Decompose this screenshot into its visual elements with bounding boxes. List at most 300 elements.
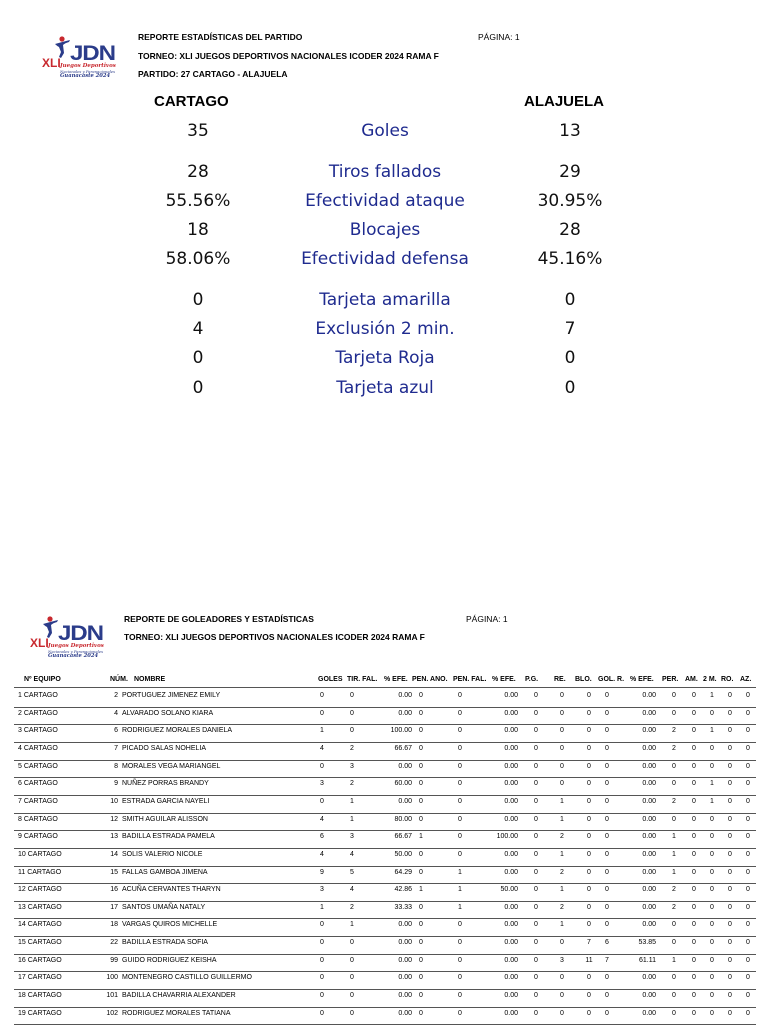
table-cell: 0 [419,992,423,1000]
scorers-report-page: PÁGINA: 1 [466,614,508,624]
table-cell: 33.33 [394,903,412,911]
table-cell: 0.00 [504,956,518,964]
column-header: 2 M. [703,676,717,683]
table-cell: ACUÑA CERVANTES THARYN [122,886,221,894]
table-cell: 15 [110,868,118,876]
table-cell: 0 [560,727,564,735]
table-cell: 0 [534,992,538,1000]
table-cell: 0 [605,992,609,1000]
table-cell: 0.00 [504,709,518,717]
table-cell: 64.29 [394,868,412,876]
header-divider [14,687,756,688]
table-cell: 0 [320,692,324,699]
table-cell: 0 [534,1009,538,1017]
table-cell: 0 [692,903,696,911]
table-cell: 0 [672,780,676,788]
table-cell: 11 [585,956,593,964]
stat-row-tarjeta-amarilla [0,290,768,316]
column-header: GOL. R. [598,676,625,683]
column-header: % EFE. [630,676,654,683]
table-cell: 0 [605,815,609,823]
column-header: AM. [685,676,698,683]
table-cell: 0 [672,921,676,929]
logo-line-3: Guanacaste 2024 [60,73,111,79]
table-cell: 0 [710,956,714,964]
table-cell: 0 [605,921,609,929]
stat-label: Blocajes [349,220,421,240]
table-cell: 0.00 [642,815,656,823]
table-cell: 0.00 [642,744,656,752]
table-cell: 0 [746,921,750,929]
table-row [14,689,756,708]
team-left-name: CARTAGO [154,93,229,110]
table-cell: 50.00 [500,886,518,894]
table-cell: 0.00 [398,956,412,964]
table-cell: 1 [672,956,676,964]
table-cell: 0.00 [642,974,656,982]
table-cell: 66.67 [394,744,412,752]
table-cell: 0 [534,956,538,964]
table-cell: 0.00 [398,992,412,1000]
column-header: RE. [554,676,566,683]
table-cell: 0 [746,903,750,911]
table-cell: 0 [692,815,696,823]
table-cell: 0 [320,709,324,717]
table-cell: 0 [587,727,591,735]
logo-roman-numeral: XLI [30,636,49,650]
table-cell: 0 [605,762,609,770]
table-cell: 3 [320,780,324,788]
table-cell: 7 CARTAGO [18,797,58,805]
stat-row-efectividad-ataque [0,191,768,217]
table-cell: 1 [419,833,423,841]
table-cell: 12 [110,815,118,823]
table-cell: 60.00 [394,780,412,788]
logo-wordmark: JDN [70,42,115,65]
event-logo-secondary [28,616,112,658]
table-cell: 0 [534,833,538,841]
stat-row-tiros-fallados [0,162,768,188]
stat-row-tarjeta-azul [0,378,768,404]
table-cell: 0 [458,992,462,1000]
table-cell: 0 [692,992,696,1000]
table-cell: 1 [320,727,324,735]
table-cell: 0 [419,797,423,805]
table-cell: MONTENEGRO CASTILLO GUILLERMO [122,974,252,982]
table-cell: 0 [710,921,714,929]
column-header: % EFE. [384,676,408,683]
table-cell: 0 [728,1009,732,1017]
table-cell: 17 [110,903,118,911]
table-cell: 0.00 [642,992,656,1000]
stat-left-value: 55.56% [165,191,231,211]
table-cell: 0 [746,692,750,699]
table-cell: 0 [746,850,750,858]
table-cell: 0 [419,850,423,858]
table-cell: 1 [560,797,564,805]
table-cell: 0 [534,939,538,947]
table-cell: 0 [710,992,714,1000]
table-cell: 0.00 [398,692,412,699]
table-cell: 5 [350,868,354,876]
table-cell: 0 [587,833,591,841]
table-cell: 17 CARTAGO [18,974,62,982]
column-header: PEN. FAL. [453,676,487,683]
table-cell: 0.00 [642,780,656,788]
table-cell: 0.00 [398,762,412,770]
table-cell: 0 [560,1009,564,1017]
table-row [14,971,756,990]
table-cell: 42.86 [394,886,412,894]
table-cell: 0 [605,903,609,911]
stat-right-value: 13 [559,121,581,141]
table-cell: 0 [419,815,423,823]
table-cell: 0.00 [504,850,518,858]
table-cell: 0 [605,709,609,717]
table-row [14,724,756,743]
event-logo [40,36,124,78]
table-cell: 1 [710,727,714,735]
table-cell: 0 [320,992,324,1000]
table-row [14,830,756,849]
table-cell: 0 [587,692,591,699]
stat-label: Efectividad defensa [301,249,469,269]
table-cell: 2 [350,903,354,911]
table-cell: 0 [534,921,538,929]
table-row [14,813,756,832]
table-cell: 0 [710,833,714,841]
table-cell: 0 [320,939,324,947]
logo-line-1: Juegos Deportivos [48,643,104,649]
table-cell: 0 [587,744,591,752]
table-row [14,777,756,796]
table-cell: 0 [350,974,354,982]
table-cell: 1 [350,797,354,805]
table-cell: 0 [605,850,609,858]
table-cell: 0 [710,762,714,770]
column-header: NOMBRE [134,676,166,683]
table-cell: 0 [692,921,696,929]
table-cell: 0 [419,780,423,788]
table-cell: 2 CARTAGO [18,709,58,717]
table-cell: 0 [320,797,324,805]
stat-left-value: 35 [187,121,209,141]
table-cell: 0 [728,903,732,911]
table-cell: 0 [534,709,538,717]
table-cell: 0 [560,780,564,788]
column-header: RO. [721,676,734,683]
table-cell: 0 [692,797,696,805]
table-cell: 0 [728,956,732,964]
table-cell: 0 [587,921,591,929]
stat-label: Goles [361,121,409,141]
table-cell: 14 CARTAGO [18,921,62,929]
table-cell: 0.00 [504,797,518,805]
stat-right-value: 0 [564,290,576,310]
stat-left-value: 0 [192,290,204,310]
table-cell: 0 [458,939,462,947]
table-cell: ESTRADA GARCIA NAYELI [122,797,210,805]
table-cell: 0 [605,833,609,841]
table-cell: 0 [350,1009,354,1017]
table-cell: 6 [114,727,118,735]
table-cell: 0 [458,974,462,982]
table-cell: 1 [672,833,676,841]
table-cell: 7 [587,939,591,947]
table-cell: 0 [728,709,732,717]
table-cell: 0 [746,780,750,788]
stat-row-tarjeta-roja [0,348,768,374]
table-cell: 0.00 [398,1009,412,1017]
column-header: BLO. [575,676,592,683]
table-cell: VARGAS QUIROS MICHELLE [122,921,218,929]
table-cell: 0 [746,797,750,805]
table-row [14,795,756,814]
table-cell: 0 [534,797,538,805]
table-cell: 0 [458,815,462,823]
table-cell: 0 [458,921,462,929]
table-cell: 0 [692,939,696,947]
table-cell: 0 [672,692,676,699]
table-cell: 0 [672,709,676,717]
table-cell: 66.67 [394,833,412,841]
table-cell: 0.00 [504,974,518,982]
table-cell: 0 [458,1009,462,1017]
stat-row-goles [0,121,768,147]
table-cell: 2 [560,903,564,911]
column-header: Nº EQUIPO [24,676,61,683]
table-cell: 0 [458,850,462,858]
table-cell: 0 [746,833,750,841]
table-cell: 2 [672,797,676,805]
table-cell: 0 [419,956,423,964]
table-cell: 0 [605,974,609,982]
stat-label: Exclusión 2 min. [315,319,455,339]
table-cell: PICADO SALAS NOHELIA [122,744,207,752]
stat-left-value: 28 [187,162,209,182]
table-cell: 0 [350,956,354,964]
table-cell: 0 [746,762,750,770]
table-cell: 0 [458,797,462,805]
table-cell: GUIDO RODRIGUEZ KEISHA [122,956,217,964]
table-cell: 0 [560,974,564,982]
table-cell: 0 [534,762,538,770]
table-cell: 2 [350,744,354,752]
stat-left-value: 18 [187,220,209,240]
stat-label: Tarjeta amarilla [319,290,451,310]
table-cell: 1 [560,850,564,858]
table-cell: 0 [710,709,714,717]
table-cell: 6 [605,939,609,947]
table-cell: 0.00 [504,692,518,699]
table-cell: 0.00 [642,868,656,876]
stat-row-efectividad-defensa [0,249,768,275]
stat-left-value: 58.06% [165,249,231,269]
table-cell: 0.00 [398,974,412,982]
table-cell: 1 [710,692,714,699]
table-cell: 61.11 [639,956,656,964]
column-header: PER. [662,676,679,683]
table-cell: 0 [350,727,354,735]
table-cell: 0.00 [504,921,518,929]
table-cell: 0 [710,974,714,982]
table-cell: SANTOS UMAÑA NATALY [122,903,206,911]
table-cell: 0 [746,868,750,876]
table-cell: 0 [534,744,538,752]
table-cell: 9 CARTAGO [18,833,58,841]
table-cell: 0 [672,762,676,770]
table-cell: 0 [746,727,750,735]
table-cell: BADILLA CHAVARRIA ALEXANDER [122,992,236,1000]
table-row [14,1007,756,1025]
table-row [14,954,756,973]
stat-right-value: 0 [564,348,576,368]
table-cell: 0 [534,780,538,788]
table-cell: 0 [692,744,696,752]
table-cell: 4 [320,744,324,752]
table-cell: 0 [672,939,676,947]
table-cell: 0 [692,886,696,894]
table-cell: 0 [692,1009,696,1017]
table-cell: 4 [114,709,118,717]
team-right-name: ALAJUELA [524,93,605,110]
table-cell: 13 [110,833,118,841]
table-cell: 0 [692,762,696,770]
table-cell: 13 CARTAGO [18,903,62,911]
table-cell: 0 [692,850,696,858]
table-cell: 53.85 [638,939,656,947]
table-cell: 0 [419,903,423,911]
table-cell: 0 [746,815,750,823]
table-cell: 100.00 [390,727,412,735]
logo-roman-numeral: XLI [42,56,61,70]
table-cell: 0 [587,780,591,788]
table-cell: 0 [710,886,714,894]
table-cell: 0 [746,744,750,752]
table-cell: 0 [692,956,696,964]
table-cell: 0 [587,974,591,982]
table-row [14,760,756,779]
column-header: PEN. ANO. [412,676,448,683]
table-cell: 0 [458,780,462,788]
table-cell: 2 [350,780,354,788]
table-cell: 0 [419,692,423,699]
table-cell: 0 [692,709,696,717]
table-cell: 0 [605,797,609,805]
table-cell: 0 [746,992,750,1000]
table-cell: 1 [458,868,462,876]
table-cell: 4 [320,850,324,858]
table-cell: 1 [672,850,676,858]
stat-row-exclusion-2-min [0,319,768,345]
table-cell: 0.00 [642,797,656,805]
table-cell: 0 [672,974,676,982]
table-cell: 0.00 [642,903,656,911]
table-cell: 0 [419,744,423,752]
table-cell: 0 [692,780,696,788]
column-header: TIR. FAL. [347,676,378,683]
table-cell: 0.00 [398,921,412,929]
scorers-report-tournament: TORNEO: XLI JUEGOS DEPORTIVOS NACIONALES ICODER 2024 RAMA F [124,632,425,642]
table-cell: 101 [106,992,118,1000]
table-cell: 3 [350,833,354,841]
table-cell: 4 [350,886,354,894]
table-cell: 0 [710,1009,714,1017]
table-cell: 0.00 [504,868,518,876]
table-cell: 0 [419,921,423,929]
table-cell: 3 [560,956,564,964]
table-cell: 0 [419,939,423,947]
table-cell: 0 [560,692,564,699]
table-cell: 0 [728,992,732,1000]
table-cell: 0.00 [642,850,656,858]
table-cell: 0 [458,727,462,735]
table-cell: 0 [728,815,732,823]
table-cell: 0 [534,815,538,823]
table-cell: 2 [560,833,564,841]
table-cell: 4 CARTAGO [18,744,58,752]
table-row [14,901,756,920]
table-cell: 0 [458,692,462,699]
table-cell: 2 [560,868,564,876]
table-cell: 19 CARTAGO [18,1009,62,1017]
stat-right-value: 29 [559,162,581,182]
table-cell: 0 [534,850,538,858]
table-cell: 3 [350,762,354,770]
column-header: P.G. [525,676,539,683]
table-cell: 0 [534,903,538,911]
column-header: AZ. [740,676,752,683]
table-cell: 0 [560,762,564,770]
table-cell: 1 [560,921,564,929]
table-cell: 16 CARTAGO [18,956,62,964]
table-cell: 7 [605,956,609,964]
table-cell: 0 [728,762,732,770]
table-cell: 0 [419,727,423,735]
match-report-tournament: TORNEO: XLI JUEGOS DEPORTIVOS NACIONALES ICODER 2024 RAMA F [138,51,439,61]
table-cell: 0 [746,1009,750,1017]
table-cell: 1 [710,780,714,788]
table-cell: 0.00 [642,709,656,717]
table-cell: 0.00 [504,1009,518,1017]
table-cell: 0 [605,1009,609,1017]
table-cell: 0 [710,939,714,947]
table-cell: 0 [746,709,750,717]
table-cell: 4 [350,850,354,858]
table-cell: 0 [534,692,538,699]
table-cell: 0 [672,1009,676,1017]
table-cell: 1 [672,868,676,876]
table-row [14,848,756,867]
table-cell: 50.00 [394,850,412,858]
stat-right-value: 28 [559,220,581,240]
table-row [14,936,756,955]
table-cell: 0 [419,1009,423,1017]
table-cell: 0 [605,868,609,876]
table-cell: SOLIS VALERIO NICOLE [122,850,203,858]
table-cell: 0 [605,744,609,752]
table-cell: 0 [710,815,714,823]
column-header: GOLES [318,676,343,683]
table-cell: 0 [587,815,591,823]
table-cell: 0 [534,974,538,982]
table-cell: 0 [746,956,750,964]
table-cell: 8 [114,762,118,770]
table-cell: PORTUGUEZ JIMENEZ EMILY [122,692,221,699]
stat-label: Tiros fallados [328,162,442,182]
table-cell: 6 [320,833,324,841]
table-row [14,742,756,761]
